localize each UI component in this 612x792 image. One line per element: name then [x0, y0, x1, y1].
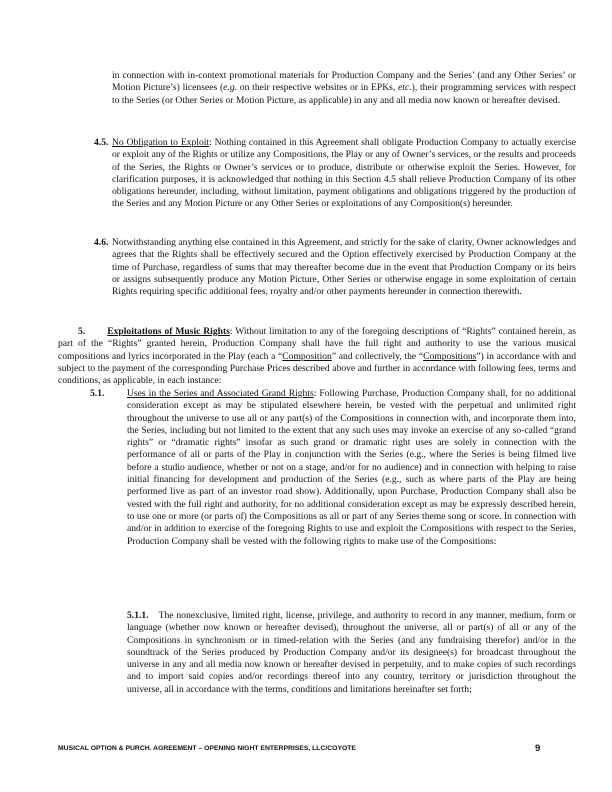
- text: ” and collectively, the “: [331, 350, 424, 362]
- section-title: No Obligation to Exploit: [112, 137, 210, 148]
- section-title: Exploitations of Music Rights: [107, 326, 230, 337]
- section-body: : Nothing contained in this Agreement shall obligate Production Company to actually exercise or exploit any of the Rights or utilize any Compositions, the Play or any of Owner’s services, or the results and proceeds of the Series, the Rights or Owner’s services or to produce, distribute or otherwise exploit the Series. However, for clarification purposes, it is acknowledged that nothing in this Section 4.5 shall relieve Production Company of its other obligations hereunder, including, without limitation, payment obligations and obligations triggered by the production of the Series and any Motion Picture or any Other Series or exploitations of any Composition(s) hereunder.: [112, 137, 576, 210]
- text: etc.: [398, 82, 412, 94]
- section-4-5: [94, 137, 576, 211]
- section-5-1-1: [127, 610, 576, 696]
- defined-term: Composition: [282, 350, 332, 362]
- text: ), their programming services with respect to the Series (or Other Series or Motion Picture, as applicable) in any and all media now known or hereafter devised.: [112, 82, 577, 106]
- text: on their respective websites or in EPKs,: [237, 82, 399, 94]
- page-number: 9: [535, 743, 541, 754]
- paragraph-continuation: [112, 70, 576, 107]
- section-4-6: [94, 237, 576, 298]
- defined-term: Compositions: [423, 350, 477, 362]
- section-title: Uses in the Series and Associated Grand Rights: [127, 388, 314, 399]
- section-number: 5.1.: [90, 388, 105, 399]
- section-body: The nonexclusive, limited right, license, privilege, and authority to record in any manner, medium, form or language (whether now known or hereafter devised), throughout the universe, all or part(s) of all or any of the Compositions in synchronism or in timed-relation with the Series (and any fundraising therefor) and/or in the soundtrack of the Series produced by Production Company and/or its designee(s) for broadcast throughout the universe in any and all media now known or hereafter devised in perpetuity, and to make copies of such recordings and to import said copies and/or recordings thereof into any country, territory or jurisdiction throughout the universe, all in accordance with the terms, conditions and limitations hereinafter set forth;: [127, 610, 576, 695]
- section-body: : Following Purchase, Production Company shall, for no additional consideration except as may be stipulated elsewhere herein, be vested with the perpetual and unlimited right throughout the universe to use all or any part(s) of the Compositions in connection with, and incorporate them into, the Series, including but not limited to the extent that any such uses may invoke an exercise of any so-called “grand rights” or “dramatic rights” insofar as such grand or dramatic right uses are solely in connection with the performance of all or parts of the Play in conjunction with the Series (e.g., where the Series is being filmed live before a studio audience, whether or not on a stage, and/or for no audience) and in connection with helping to raise initial financing for development and production of the Series (e.g., such as where parts of the Play are being performed live as part of an investor road show). Additionally, upon Purchase, Production Company shall also be vested with the full right and authority, for no additional consideration except as may be expressly described herein, to use one or more (or parts of) the Compositions as all or part of any Series theme song or score. In connection with and/or in addition to exercise of the foregoing Rights to use and exploit the Compositions with respect to the Series, Production Company shall be vested with the following rights to make use of the Compositions:: [127, 388, 576, 547]
- section-number: 4.5.: [94, 137, 109, 148]
- text: : Without limitation to any of the foregoing descriptions of “Rights” contained herein, as part of the “Rights” granted herein, Production Company shall have the full right and authority to use the various musical compositions and lyrics incorporated in the Play (each a “: [58, 326, 576, 362]
- text: in connection with in-context promotional materials for Production Company and the Series’ (and any Other Series’ or Motion Picture’s) licensees (: [112, 70, 576, 94]
- section-number: 4.6.: [94, 237, 109, 248]
- section-number: 5.1.1.: [127, 610, 149, 621]
- text: e.g.: [223, 82, 238, 94]
- section-5-1: [90, 388, 576, 548]
- section-number: 5.: [78, 326, 86, 337]
- footer-title: MUSICAL OPTION & PURCH. AGREEMENT – OPENING NIGHT ENTERPRISES, LLC/COYOTE: [58, 745, 356, 752]
- section-5: [58, 326, 576, 387]
- section-body: Notwithstanding anything else contained in this Agreement, and strictly for the sake of clarity, Owner acknowledges and agrees that the Rights shall be effectively secured and the Option effectively exercised by Production Company at the time of Purchase, regardless of sums that may thereafter become due in the event that Production Company or its heirs or assigns subsequently produce any Motion Picture, Other Series or otherwise engage in some exploitation of certain Rights requiring specific additional fees, royalty and/or other payments hereunder in connection therewith.: [112, 237, 576, 298]
- text: ”) in accordance with and subject to the payment of the corresponding Purchase Prices described above and further in accordance with following fees, terms and conditions, as applicable, in each instance:: [58, 350, 576, 387]
